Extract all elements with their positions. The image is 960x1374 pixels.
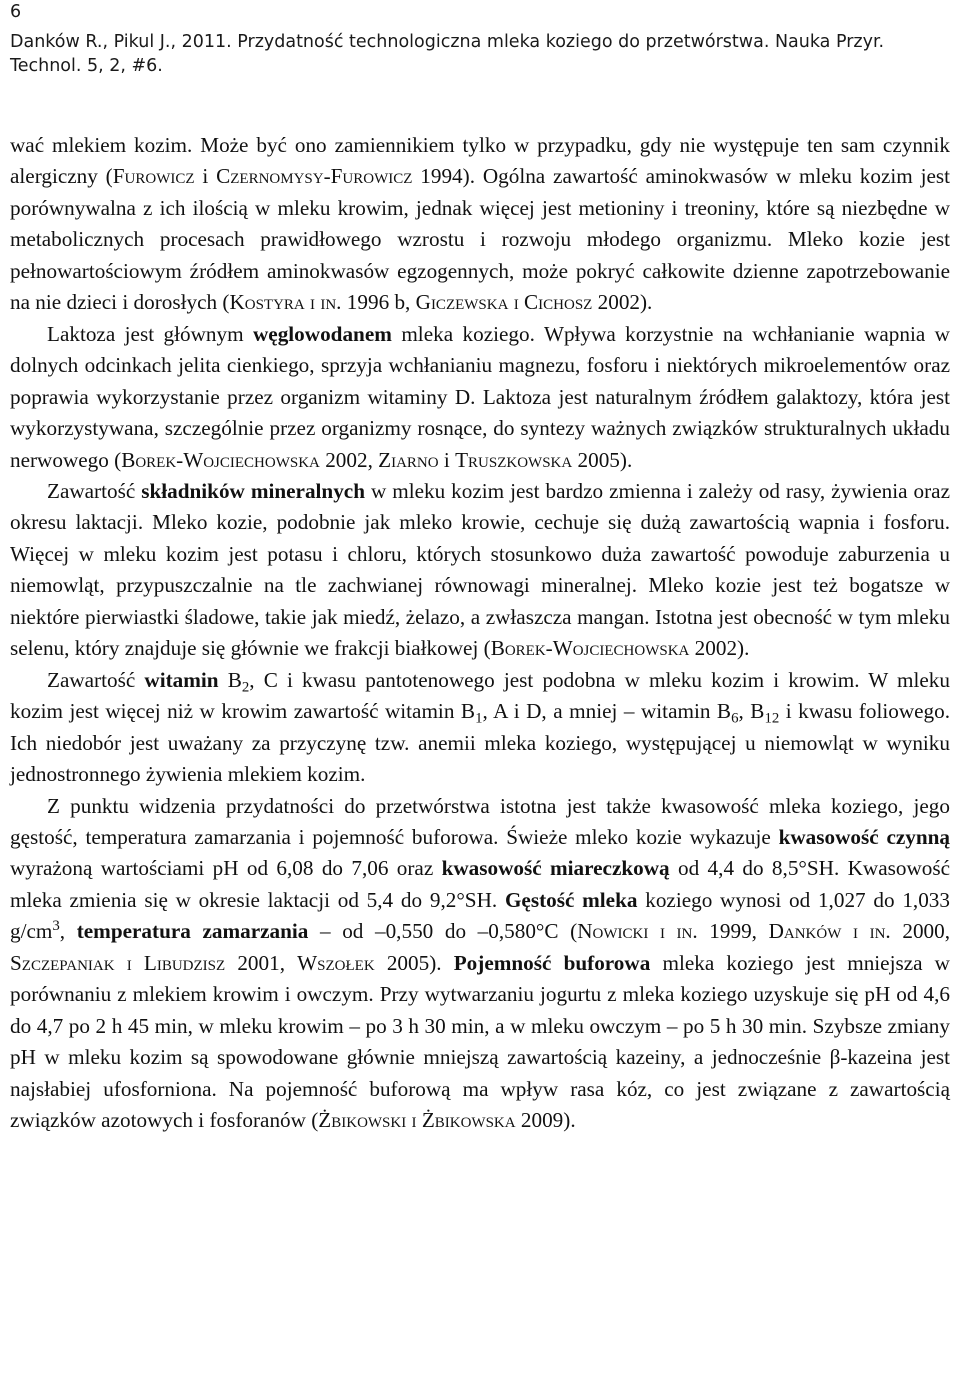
paragraph-allergy-aminoacids: wać mlekiem kozim. Może być ono zamiennikiem tylko w przypadku, gdy nie występuje ten sam czynnik alergiczny (Furowicz i Czernomysy-Furowicz 1994). Ogólna zawartość aminokwasów w mleku kozim jest porównywalna z ich ilością w mleku krowim, jednak więcej jest metioniny i treoniny, które są niezbędne w metabolicznych procesach prawidłowego wzrostu i rozwoju młodego organizmu. Mleko kozie jest pełnowartościowym źródłem aminokwasów egzogennych, może pokryć całkowite dzienne zapotrzebowanie na nie dzieci i dorosłych (Kostyra i in. 1996 b, Giczewska i Cichosz 2002). (10, 133, 950, 315)
paragraph-processing-suitability: Z punktu widzenia przydatności do przetwórstwa istotna jest także kwasowość mleka koziego, jego gęstość, temperatura zamarzania i pojemność buforowa. Świeże mleko kozie wykazuje kwasowość czynną wyrażoną wartościami pH od 6,08 do 7,06 oraz kwasowość miareczkową od 4,4 do 8,5°SH. Kwasowość mleka zmienia się w okresie laktacji od 5,4 do 9,2°SH. Gęstość mleka koziego wynosi od 1,027 do 1,033 $g/cm^3$, temperatura zamarzania – od –0,550 do –0,580°C (Nowicki i in. 1999, Danków i in. 2000, Szczepaniak i Libudzisz 2001, Wszołek 2005). Pojemność buforowa mleka koziego jest mniejsza w porównaniu z mlekiem krowim i owczym. Przy wytwarzaniu jogurtu z mleka koziego uzyskuje się pH od 4,6 do 4,7 po 2 h 45 min, w mleku krowim – po 3 h 30 min, a w mleku owczym – po 5 h 30 min. Szybsze zmiany pH w mleku kozim są spowodowane głównie mniejszą zawartością kazeiny, a jednocześnie β-kazeina jest najsłabiej ufosforniona. Na pojemność buforową ma wpływ rasa kóz, co jest związane z zawartością związków azotowych i fosforanów (Żbikowski i Żbikowska 2009). (10, 793, 951, 1133)
key-term: kwasowość czynną (778, 824, 951, 849)
paragraph-minerals: Zawartość składników mineralnych w mleku kozim jest bardzo zmienna i zależy od rasy, żywienia oraz okresu laktacji. Mleko kozie, podobnie jak mleko krowie, cechuje się dużą zawartością wapnia i fosforu. Więcej w mleku kozim jest potasu i chloru, których stosunkowo duża zawartość powoduje zaburzenia u niemowląt, przypuszczalnie na tle zachwianej równowagi mineralnej. Mleko kozie jest też bogatsze w niektóre pierwiastki śladowe, takie jak miedź, żelazo, a zwłaszcza mangan. Istotna jest obecność w tym mleku selenu, który znajduje się głównie we frakcji białkowej (Borek-Wojciechowska 2002). (10, 478, 950, 661)
key-term: Pojemność buforowa (453, 950, 651, 975)
key-term: Gęstość mleka (504, 887, 638, 912)
key-term: kwasowość miareczkową (441, 856, 670, 881)
key-term: składników mineralnych (141, 478, 365, 503)
author-citation: Borek-Wojciechowska (121, 447, 320, 472)
author-citation: Furowicz (112, 164, 195, 189)
author-citation: Danków i in. (768, 919, 891, 944)
key-term: witamin (144, 667, 219, 692)
article-body (10, 130, 950, 1137)
author-citation: Ziarno (378, 447, 439, 472)
paragraph-lactose: Laktoza jest głównym węglowodanem mleka koziego. Wpływa korzystnie na wchłanianie wapnia w dolnych odcinkach jelita cienkiego, sprzyja wchłanianiu magnezu, fosforu i niektórych mikroelementów oraz poprawia wykorzystanie przez organizm witaminy D. Laktoza jest naturalnym źródłem galaktozy, która jest wykorzystywana, szczególnie przez organizmy rosnące, do syntezy ważnych związków strukturalnych układu nerwowego (Borek-Wojciechowska 2002, Ziarno i Truszkowska 2005). (10, 321, 950, 472)
subscript: 1 (475, 710, 483, 727)
author-citation: Żbikowski i Żbikowska (318, 1108, 516, 1133)
subscript: 2 (241, 679, 250, 696)
citation-line: Danków R., Pikul J., 2011. Przydatność technologiczna mleka koziego do przetwórstwa. Nauka Przyr. Technol. 5, 2, #6. (10, 32, 885, 76)
author-citation: Truszkowska (455, 447, 573, 472)
page-number: 6 (10, 2, 22, 22)
key-term: temperatura zamarzania (76, 919, 309, 944)
running-header (10, 0, 950, 78)
author-citation: Szczepaniak i Libudzisz (10, 950, 226, 975)
key-term: węglowodanem (253, 321, 392, 346)
paragraph-vitamins: Zawartość witamin $B_2$, C i kwasu pantotenowego jest podobna w mleku kozim i krowim. W mleku kozim jest więcej niż w krowim zawartość witamin $B_1$, A i D, a mniej – witamin $B_6$, $B_{12}$ i kwasu foliowego. Ich niedobór jest uważany za przyczynę tzw. anemii mleka koziego, występującej u niemowląt w wyniku jednostronnego żywienia mlekiem kozim. (10, 667, 951, 787)
author-citation: Borek-Wojciechowska (490, 636, 690, 661)
author-citation: Czernomysy-Furowicz (216, 164, 413, 189)
author-citation: Nowicki i in. (577, 919, 698, 944)
author-citation: Wszołek (297, 950, 375, 975)
superscript: 3 (52, 918, 60, 935)
subscript: 6 (731, 710, 739, 727)
author-citation: Kostyra i in. (229, 290, 342, 315)
subscript: 12 (764, 710, 780, 727)
author-citation: Giczewska i Cichosz (415, 290, 593, 315)
